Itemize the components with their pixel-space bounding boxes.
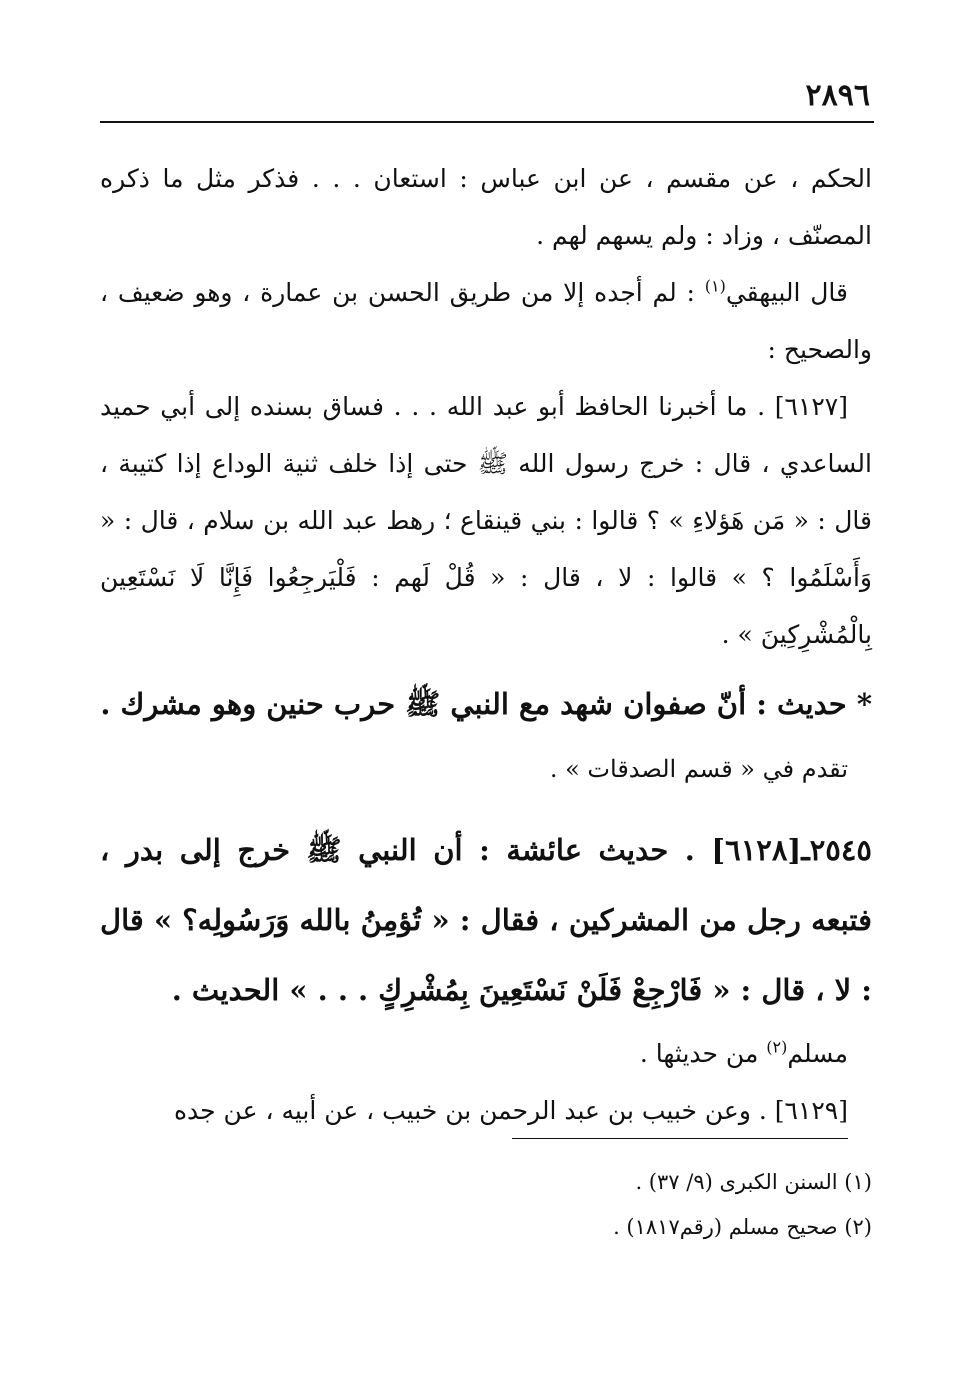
bayhaqi-text-start: قال البيهقي — [725, 278, 848, 307]
page-number: ٢٨٩٦ — [805, 78, 870, 113]
paragraph-muslim — [100, 1025, 872, 1082]
footnote-ref-2: (٢) — [766, 1037, 788, 1057]
footnote-2: (٢) صحيح مسلم (رقم١٨١٧) . — [613, 1215, 872, 1239]
footnote-1: (١) السنن الكبرى (٩/ ٣٧) . — [635, 1170, 872, 1194]
footnotes — [100, 1160, 872, 1250]
main-text — [100, 150, 872, 1139]
paragraph-6127: [٦١٢٧] . ما أخبرنا الحافظ أبو عبد الله . . . فساق بسنده إلى أبي حميد الساعدي ، قال : خرج رسول الله ﷺ حتى إذا خلف ثنية الوداع إذا كتيبة ، قال : « مَن هَؤلاءِ » ؟ قالوا : بني قينقاع ؛ رهط عبد الله بن سلام ، قال : « وَأَسْلَمُوا ؟ » قالوا : لا ، قال : « قُلْ لَهم : فَلْيَرجِعُوا فَإِنَّا لَا نَسْتَعِين بِالْمُشْرِكِينَ » . — [100, 392, 872, 649]
header-rule — [100, 121, 874, 123]
note-safwan: تقدم في « قسم الصدقات » . — [549, 755, 848, 783]
bayhaqi-text-end: : لم أجده إلا من طريق الحسن بن عمارة ، وهو ضعيف ، والصحيح : — [100, 278, 872, 364]
paragraph-bayhaqi — [100, 264, 872, 378]
muslim-text-end: من حديثها . — [639, 1039, 767, 1068]
paragraph-hakam: الحكم ، عن مقسم ، عن ابن عباس : استعان . . . فذكر مثل ما ذكره المصنّف ، وزاد : ولم يسهم لهم . — [100, 164, 872, 250]
hadith-2545: ٢٥٤٥ـ[٦١٢٨] . حديث عائشة : أن النبي ﷺ خرج إلى بدر ، فتبعه رجل من المشركين ، فقال : « تُؤمِنُ بالله وَرَسُولِه؟ » قال : لا ، قال : « فَارْجِعْ فَلَنْ نَسْتَعِينَ بِمُشْرِكٍ . . . » الحديث . — [100, 833, 872, 1007]
footnote-ref-1: (١) — [704, 276, 726, 296]
muslim-text-start: مسلم — [787, 1039, 848, 1068]
footnote-rule — [512, 1138, 848, 1139]
heading-safwan: * حديث : أنّ صفوان شهد مع النبي ﷺ حرب حنين وهو مشرك . — [100, 687, 872, 721]
paragraph-6129: [٦١٢٩] . وعن خبيب بن عبد الرحمن بن خبيب ، عن أبيه ، عن جده — [173, 1096, 848, 1125]
